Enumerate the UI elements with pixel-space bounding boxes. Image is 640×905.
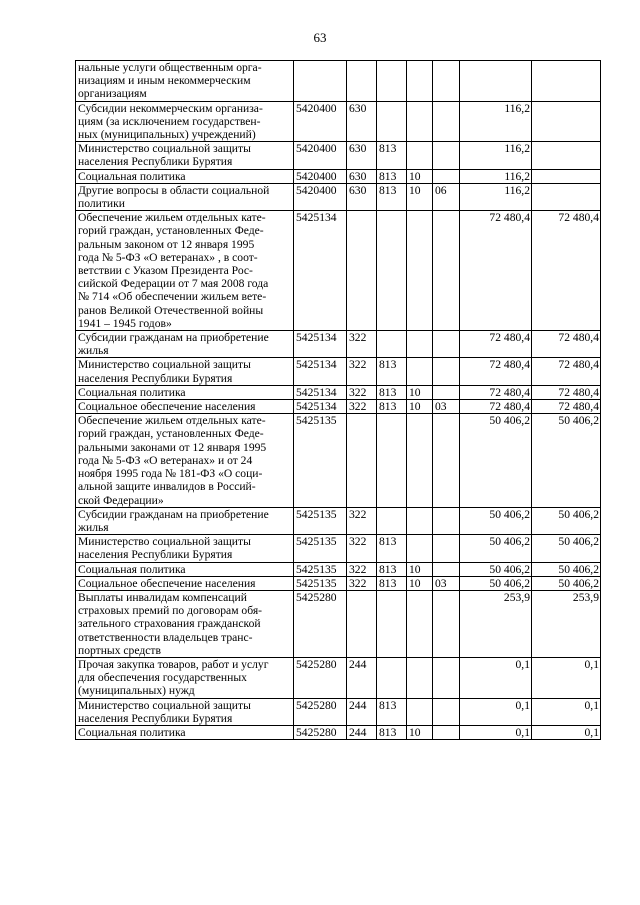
description-line: альной защите инвалидов в Россий- [78,480,256,494]
table-row [76,142,601,169]
description-line: горий граждан, установленных Феде- [78,224,264,238]
code-cell: 5420400 [294,169,347,183]
expense-type-cell: 630 [347,101,377,142]
description-line: ральными законами от 12 января 1995 [78,440,267,454]
ministry-cell [377,414,407,507]
section-cell: 10 [407,725,433,739]
description-cell [76,657,294,698]
subsection-cell [433,61,460,102]
amount-cell: 72 480,4 [460,211,532,331]
section-cell: 10 [407,385,433,399]
description-cell [76,725,294,739]
description-cell [76,331,294,358]
table-row [76,535,601,562]
table-body [76,61,601,740]
section-cell: 10 [407,400,433,414]
description-cell [76,590,294,657]
amount-second-cell: 50 406,2 [532,414,601,507]
description-line: года № 5-ФЗ «О ветеранах» и от 24 [78,453,253,467]
ministry-cell [377,61,407,102]
description-line: жилья [78,344,109,358]
expense-type-cell: 322 [347,576,377,590]
description-line: Министерство социальной защиты [78,535,251,549]
description-cell [76,507,294,534]
subsection-cell [433,657,460,698]
description-cell [76,61,294,102]
code-cell: 5420400 [294,183,347,210]
description-line: Выплаты инвалидам компенсаций [78,590,247,604]
amount-cell: 72 480,4 [460,331,532,358]
amount-second-cell: 72 480,4 [532,385,601,399]
amount-second-cell: 72 480,4 [532,331,601,358]
amount-second-cell [532,183,601,210]
table-row [76,169,601,183]
description-line: Социальная политика [78,385,186,399]
expense-type-cell: 322 [347,358,377,385]
amount-cell: 72 480,4 [460,358,532,385]
amount-second-cell [532,142,601,169]
description-line: жилья [78,520,109,534]
ministry-cell [377,331,407,358]
description-line: (муниципальных) нужд [78,684,195,698]
description-line: низациям и иным некоммерческим [78,74,251,88]
amount-cell: 72 480,4 [460,385,532,399]
ministry-cell [377,657,407,698]
ministry-cell: 813 [377,385,407,399]
code-cell: 5425135 [294,576,347,590]
table-row [76,698,601,725]
code-cell: 5425135 [294,414,347,507]
section-cell: 10 [407,169,433,183]
expense-type-cell [347,211,377,331]
description-cell [76,169,294,183]
description-line: ответственности владельцев транс- [78,630,253,644]
section-cell [407,61,433,102]
amount-cell: 253,9 [460,590,532,657]
amount-second-cell: 50 406,2 [532,576,601,590]
table-row [76,61,601,102]
amount-second-cell: 50 406,2 [532,507,601,534]
description-line: горий граждан, установленных Феде- [78,427,264,441]
ministry-cell: 813 [377,562,407,576]
code-cell: 5425280 [294,657,347,698]
description-line: ных (муниципальных) учреждений) [78,128,256,142]
section-cell [407,698,433,725]
description-cell [76,535,294,562]
amount-second-cell: 72 480,4 [532,358,601,385]
ministry-cell [377,590,407,657]
subsection-cell [433,562,460,576]
amount-cell [460,61,532,102]
amount-cell: 116,2 [460,142,532,169]
ministry-cell [377,101,407,142]
description-line: для обеспечения государственных [78,671,247,685]
description-line: Министерство социальной защиты [78,698,251,712]
description-line: ской Федерации» [78,493,164,507]
expense-type-cell: 322 [347,507,377,534]
page-number: 63 [313,30,327,45]
subsection-cell [433,385,460,399]
amount-second-cell: 0,1 [532,725,601,739]
description-line: Социальная политика [78,725,186,739]
table-row [76,183,601,210]
section-cell: 10 [407,576,433,590]
description-line: ноября 1995 года № 181-ФЗ «О соци- [78,467,263,481]
expense-type-cell [347,590,377,657]
description-line: Субсидии гражданам на приобретение [78,331,269,345]
description-line: населения Республики Бурятия [78,155,233,169]
subsection-cell: 03 [433,400,460,414]
amount-cell: 50 406,2 [460,535,532,562]
description-line: Прочая закупка товаров, работ и услуг [78,657,269,671]
amount-second-cell [532,169,601,183]
amount-cell: 50 406,2 [460,562,532,576]
description-cell [76,211,294,331]
subsection-cell [433,211,460,331]
section-cell [407,101,433,142]
code-cell: 5425134 [294,385,347,399]
code-cell: 5425134 [294,211,347,331]
expense-type-cell: 322 [347,385,377,399]
table-row [76,400,601,414]
section-cell [407,358,433,385]
description-line: сийской Федерации от 7 мая 2008 года [78,277,269,291]
table-row [76,101,601,142]
table-row [76,414,601,507]
table-row [76,576,601,590]
amount-second-cell: 72 480,4 [532,211,601,331]
expense-type-cell: 322 [347,535,377,562]
expense-type-cell: 630 [347,169,377,183]
ministry-cell: 813 [377,169,407,183]
table-row [76,211,601,331]
expense-type-cell: 630 [347,183,377,210]
subsection-cell [433,725,460,739]
description-line: Министерство социальной защиты [78,358,251,372]
description-line: населения Республики Бурятия [78,548,233,562]
section-cell [407,590,433,657]
ministry-cell: 813 [377,576,407,590]
description-line: зательного страхования гражданской [78,617,261,631]
description-cell [76,358,294,385]
description-cell [76,142,294,169]
code-cell: 5425134 [294,331,347,358]
section-cell [407,142,433,169]
subsection-cell: 06 [433,183,460,210]
amount-cell: 50 406,2 [460,507,532,534]
description-line: Субсидии некоммерческим организа- [78,101,263,115]
budget-table [75,60,601,740]
code-cell: 5425280 [294,590,347,657]
description-cell [76,576,294,590]
description-line: № 714 «Об обеспечении жильем вете- [78,290,267,304]
table-row [76,725,601,739]
expense-type-cell: 244 [347,698,377,725]
description-line: Министерство социальной защиты [78,142,251,156]
subsection-cell [433,414,460,507]
table-row [76,385,601,399]
amount-cell: 116,2 [460,183,532,210]
amount-second-cell [532,61,601,102]
expense-type-cell: 244 [347,657,377,698]
table-row [76,331,601,358]
amount-cell: 50 406,2 [460,414,532,507]
table-row [76,590,601,657]
amount-second-cell: 0,1 [532,657,601,698]
amount-cell: 116,2 [460,101,532,142]
subsection-cell [433,507,460,534]
subsection-cell [433,101,460,142]
description-line: Социальное обеспечение населения [78,400,256,414]
description-cell [76,698,294,725]
description-line: Обеспечение жильем отдельных кате- [78,211,266,225]
code-cell: 5425135 [294,535,347,562]
description-line: ранов Великой Отечественной войны [78,303,264,317]
subsection-cell [433,142,460,169]
expense-type-cell: 322 [347,562,377,576]
subsection-cell [433,358,460,385]
expense-type-cell [347,61,377,102]
amount-second-cell: 253,9 [532,590,601,657]
expense-type-cell [347,414,377,507]
subsection-cell [433,535,460,562]
description-line: циям (за исключением государствен- [78,114,261,128]
subsection-cell [433,590,460,657]
description-line: Обеспечение жильем отдельных кате- [78,414,266,428]
description-line: Социальное обеспечение населения [78,576,256,590]
ministry-cell: 813 [377,358,407,385]
ministry-cell: 813 [377,183,407,210]
amount-cell: 116,2 [460,169,532,183]
expense-type-cell: 322 [347,400,377,414]
table-row [76,562,601,576]
section-cell [407,535,433,562]
table-row [76,657,601,698]
ministry-cell: 813 [377,535,407,562]
section-cell [407,414,433,507]
table-row [76,507,601,534]
amount-cell: 0,1 [460,657,532,698]
description-line: года № 5-ФЗ «О ветеранах» , в соот- [78,250,258,264]
code-cell [294,61,347,102]
description-line: портных средств [78,643,161,657]
amount-second-cell: 72 480,4 [532,400,601,414]
amount-second-cell: 0,1 [532,698,601,725]
section-cell [407,657,433,698]
description-line: ральным законом от 12 января 1995 [78,237,255,251]
description-line: ветствии с Указом Президента Рос- [78,264,253,278]
ministry-cell: 813 [377,400,407,414]
ministry-cell [377,211,407,331]
description-cell [76,385,294,399]
code-cell: 5425135 [294,507,347,534]
description-line: нальные услуги общественным орга- [78,61,262,74]
amount-second-cell: 50 406,2 [532,535,601,562]
subsection-cell: 03 [433,576,460,590]
description-cell [76,400,294,414]
code-cell: 5425134 [294,400,347,414]
description-line: Другие вопросы в области социальной [78,183,270,197]
section-cell [407,331,433,358]
ministry-cell [377,507,407,534]
description-line: 1941 – 1945 годов» [78,316,172,330]
description-cell [76,183,294,210]
ministry-cell: 813 [377,725,407,739]
description-line: населения Республики Бурятия [78,711,233,725]
section-cell [407,211,433,331]
code-cell: 5420400 [294,142,347,169]
amount-second-cell: 50 406,2 [532,562,601,576]
description-line: населения Республики Бурятия [78,371,233,385]
description-line: Социальная политика [78,169,186,183]
description-line: Социальная политика [78,562,186,576]
expense-type-cell: 630 [347,142,377,169]
description-line: политики [78,197,125,211]
amount-second-cell [532,101,601,142]
description-line: страховых премий по договорам обя- [78,604,263,618]
code-cell: 5425280 [294,698,347,725]
subsection-cell [433,169,460,183]
section-cell [407,507,433,534]
table-row [76,358,601,385]
code-cell: 5425280 [294,725,347,739]
ministry-cell: 813 [377,142,407,169]
subsection-cell [433,698,460,725]
code-cell: 5425135 [294,562,347,576]
amount-cell: 0,1 [460,725,532,739]
amount-cell: 50 406,2 [460,576,532,590]
section-cell: 10 [407,562,433,576]
expense-type-cell: 244 [347,725,377,739]
subsection-cell [433,331,460,358]
ministry-cell: 813 [377,698,407,725]
expense-type-cell: 322 [347,331,377,358]
description-cell [76,562,294,576]
section-cell: 10 [407,183,433,210]
code-cell: 5420400 [294,101,347,142]
description-line: Субсидии гражданам на приобретение [78,507,269,521]
amount-cell: 0,1 [460,698,532,725]
code-cell: 5425134 [294,358,347,385]
description-cell [76,414,294,507]
description-line: организациям [78,87,147,101]
description-cell [76,101,294,142]
amount-cell: 72 480,4 [460,400,532,414]
